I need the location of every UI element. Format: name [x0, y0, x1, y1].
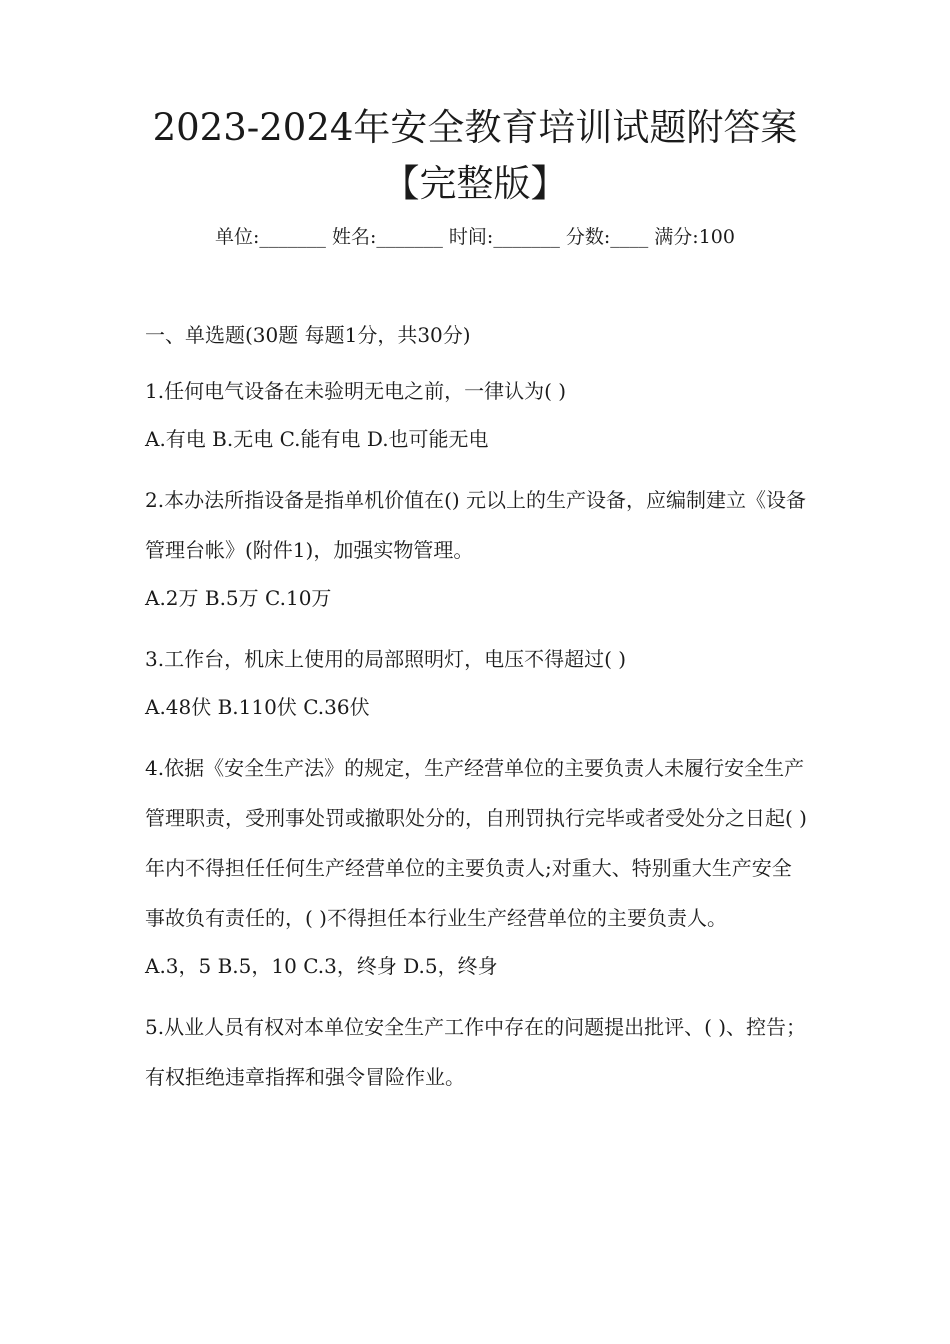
question-stem: 1.任何电气设备在未验明无电之前，一律认为( ) [145, 379, 567, 403]
question-3 [145, 634, 810, 727]
question-options: A.2万 B.5万 C.10万 [145, 586, 332, 610]
question-1 [145, 366, 810, 459]
document-title: 2023-2024年安全教育培训试题附答案【完整版】 [152, 106, 798, 205]
question-5 [145, 1002, 810, 1102]
question-2 [145, 475, 810, 618]
question-stem: 3.工作台，机床上使用的局部照明灯，电压不得超过( ) [145, 647, 627, 671]
section-heading: 一、单选题(30题 每题1分，共30分) [145, 323, 471, 347]
question-stem: 4.依据《安全生产法》的规定，生产经营单位的主要负责人未履行安全生产管理职责，受刑事处罚或撤职处分的，自刑罚执行完毕或者受处分之日起( )年内不得担任任何生产经营单位的主要负责人;对重大、特别重大生产安全事故负有责任的，( )不得担任本行业生产经营单位的主要负责人。 [145, 756, 807, 930]
question-options: A.有电 B.无电 C.能有电 D.也可能无电 [145, 427, 489, 451]
exam-info-line: 单位:_______ 姓名:_______ 时间:_______ 分数:____ 满分:100 [215, 226, 735, 248]
question-stem: 2.本办法所指设备是指单机价值在() 元以上的生产设备，应编制建立《设备管理台帐》(附件1)，加强实物管理。 [145, 488, 807, 562]
question-stem: 5.从业人员有权对本单位安全生产工作中存在的问题提出批评、( )、控告；有权拒绝违章指挥和强令冒险作业。 [145, 1015, 807, 1089]
question-options: A.3，5 B.5，10 C.3，终身 D.5，终身 [145, 954, 498, 978]
question-options: A.48伏 B.110伏 C.36伏 [145, 695, 370, 719]
question-list [145, 317, 810, 1102]
question-4 [145, 743, 810, 986]
